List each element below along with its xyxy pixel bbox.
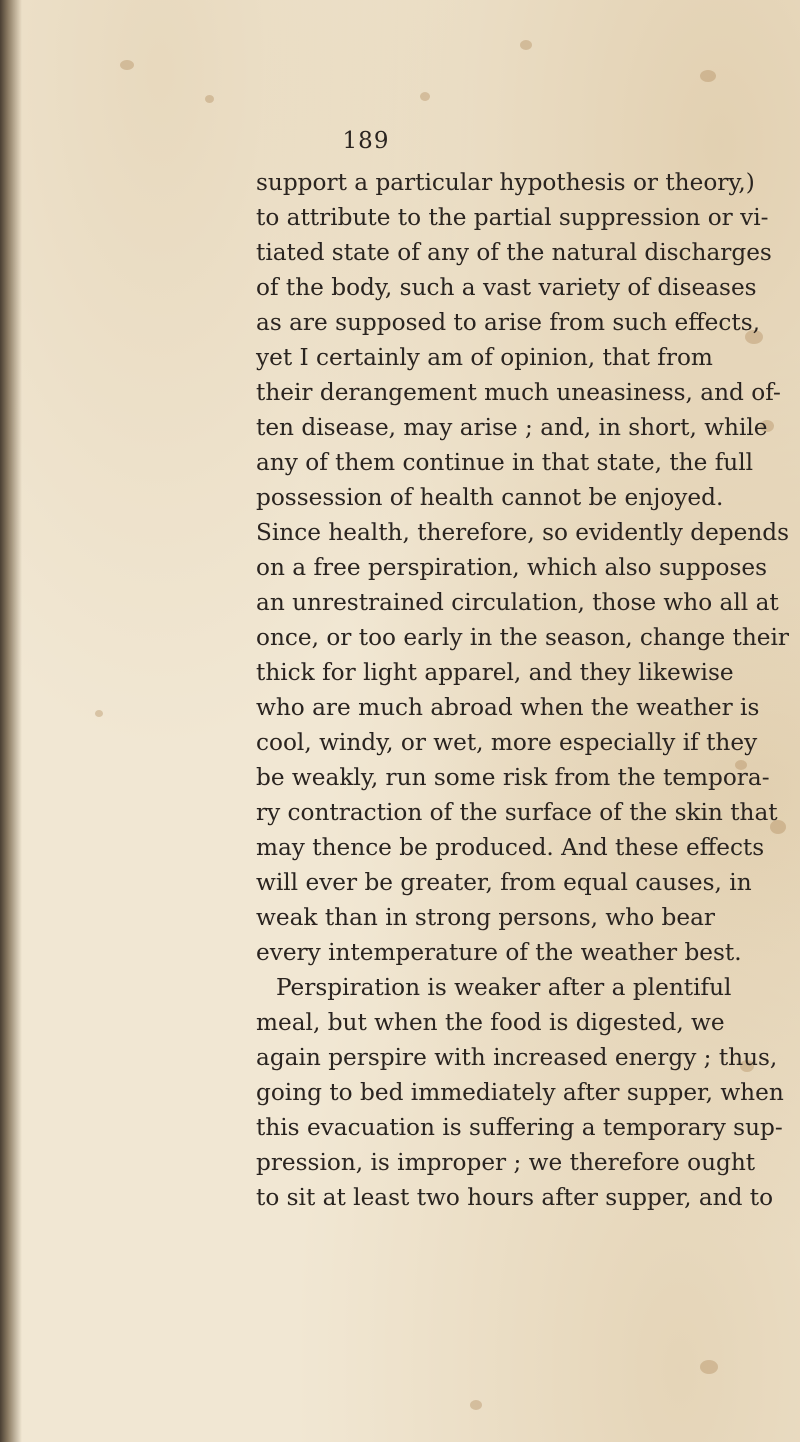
text-line: again perspire with increased energy ; thus,	[256, 1044, 778, 1071]
text-line: possession of health cannot be enjoyed.	[256, 484, 724, 511]
text-line: as are supposed to arise from such effects,	[256, 309, 760, 336]
body-text	[256, 165, 790, 1215]
text-line: ry contraction of the surface of the skin that	[256, 799, 778, 826]
text-line: meal, but when the food is digested, we	[256, 1009, 725, 1036]
text-line: to sit at least two hours after supper, and to	[256, 1184, 774, 1211]
text-line: Since health, therefore, so evidently depends	[256, 519, 790, 546]
text-line: pression, is improper ; we therefore ought	[256, 1149, 756, 1176]
text-line: any of them continue in that state, the full	[256, 449, 754, 476]
text-line: will ever be greater, from equal causes, in	[256, 869, 752, 896]
page-number: 189	[342, 128, 390, 154]
text-line: of the body, such a vast variety of diseases	[256, 274, 757, 301]
text-line: thick for light apparel, and they likewise	[256, 659, 734, 686]
text-line: weak than in strong persons, who bear	[256, 904, 715, 931]
foxing-spot	[700, 70, 716, 82]
text-line: to attribute to the partial suppression or vi-	[256, 204, 769, 231]
foxing-spot	[520, 40, 532, 50]
foxing-spot	[420, 92, 430, 101]
text-line: on a free perspiration, which also supposes	[256, 554, 767, 581]
text-line: this evacuation is suffering a temporary sup-	[256, 1114, 783, 1141]
spine-shadow	[0, 0, 22, 1442]
foxing-spot	[205, 95, 214, 103]
foxing-spot	[120, 60, 134, 70]
text-line: going to bed immediately after supper, when	[256, 1079, 784, 1106]
text-line: may thence be produced. And these effects	[256, 834, 765, 861]
text-line: tiated state of any of the natural discharges	[256, 239, 772, 266]
text-line: who are much abroad when the weather is	[256, 694, 760, 721]
text-line: cool, windy, or wet, more especially if they	[256, 729, 758, 756]
text-line: ten disease, may arise ; and, in short, while	[256, 414, 768, 441]
foxing-spot	[470, 1400, 482, 1410]
text-line: yet I certainly am of opinion, that from	[256, 344, 713, 371]
text-line: support a particular hypothesis or theory,)	[256, 169, 755, 196]
text-line: an unrestrained circulation, those who all at	[256, 589, 779, 616]
text-line: be weakly, run some risk from the tempora-	[256, 764, 770, 791]
text-line: their derangement much uneasiness, and of-	[256, 379, 781, 406]
text-line: Perspiration is weaker after a plentiful	[276, 974, 732, 1001]
text-line: every intemperature of the weather best.	[256, 939, 742, 966]
text-line: once, or too early in the season, change their	[256, 624, 790, 651]
foxing-spot	[95, 710, 103, 717]
foxing-spot	[700, 1360, 718, 1374]
